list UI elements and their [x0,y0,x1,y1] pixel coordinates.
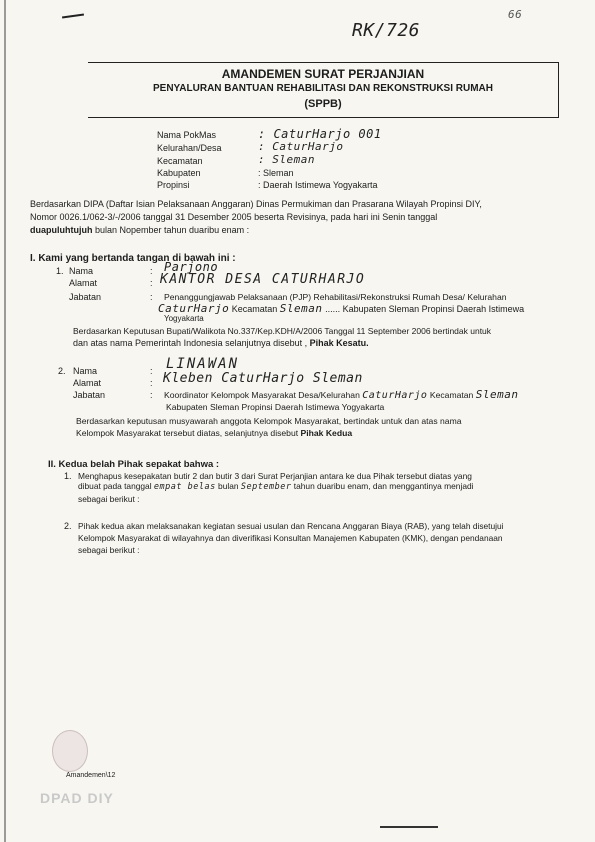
intro-line: Berdasarkan DIPA (Daftar Isian Pelaksanaan Anggaran) Dinas Permukiman dan Prasarana Wilayah Propinsi DIY, [30,199,482,209]
info-value: : Sleman [258,153,315,166]
position-text: ...... Kabupaten Sleman Propinsi Daerah Istimewa [325,304,525,314]
field-colon: : [150,366,153,376]
party-number: 2. [58,366,66,376]
handwritten-month: September [240,482,292,492]
handwritten-village: CaturHarjo [158,302,230,315]
footer-doc-label: Amandemen\12 [66,772,116,779]
party-2-address: Kleben CaturHarjo Sleman [163,371,363,386]
official-seal-stamp [52,730,88,772]
item-text: Kelompok Masyarakat di wilayahnya dan diverifikasi Konsultan Manajemen Kabupaten (KMK), dengan pendanaan [78,533,503,543]
info-value: : CaturHarjo 001 [258,127,382,141]
party-number: 1. [56,266,64,276]
info-label: Nama PokMas [157,130,217,140]
info-value: : Sleman [258,168,294,178]
item-number: 1. [64,471,72,481]
party-2-position-line-2: Kabupaten Sleman Propinsi Daerah Istimewa Yogyakarta [166,402,385,412]
page-number: 66 [508,8,523,21]
intro-date-word: duapuluhtujuh [30,225,93,235]
field-colon: : [150,390,153,400]
item-number: 2. [64,521,72,531]
intro-line [30,225,249,235]
pihak-kesatu: Pihak Kesatu. [309,338,369,348]
party-1-name: Parjono [164,260,219,274]
basis-text: Kelompok Masyarakat tersebut diatas, selanjutnya disebut [76,428,301,438]
scan-mark [380,826,438,828]
basis-text: dan atas nama Pemerintah Indonesia selanjutnya disebut , [73,338,310,348]
field-colon: : [150,278,153,288]
party-1-basis: Berdasarkan Keputusan Bupati/Walikota No.337/Kep.KDH/A/2006 Tanggal 11 September 2006 bertindak untuk [73,326,492,336]
party-1-position-line-3: Yogyakarta [164,314,204,323]
field-label: Jabatan [69,292,102,302]
handwritten-day: empat belas [153,482,216,492]
info-label: Kabupaten [157,168,201,178]
field-label: Jabatan [73,390,106,400]
item-text: sebagai berikut : [78,545,140,555]
document-header [88,62,559,118]
field-label: Alamat [73,378,102,388]
party-2-basis: Berdasarkan keputusan musyawarah anggota Kelompok Masyarakat, bertindak untuk dan atas nama [76,416,462,426]
handwritten-district: Sleman [279,302,323,315]
document-subtitle: PENYALURAN BANTUAN REHABILITASI DAN REKONSTRUKSI RUMAH [152,83,493,94]
info-label: Kelurahan/Desa [157,143,222,153]
party-1-basis [73,338,369,348]
party-1-address: KANTOR DESA CATURHARJO [160,272,366,287]
section-1-heading: I. Kami yang bertanda tangan di bawah ini : [30,253,236,264]
item-text-part: dibuat pada tanggal [78,481,152,491]
item-text-part: bulan [218,481,239,491]
document-abbreviation: (SPPB) [304,98,342,110]
reference-number: RK/726 [352,20,421,41]
document-title: AMANDEMEN SURAT PERJANJIAN [221,67,425,81]
position-text: Kecamatan [429,390,474,400]
position-text: Kecamatan [231,304,278,314]
pihak-kedua: Pihak Kedua [300,428,353,438]
intro-line: Nomor 0026.1/062-3/-/2006 tanggal 31 Desember 2005 beserta Revisinya, pada hari ini Senin tanggal [30,212,438,222]
item-text: Pihak kedua akan melaksanakan kegiatan sesuai usulan dan Rencana Anggaran Biaya (RAB), yang telah disetujui [78,521,504,531]
intro-line-rest: bulan Nopember tahun duaribu enam : [92,225,250,235]
archive-watermark: DPAD DIY [40,790,114,806]
field-label: Alamat [69,278,98,288]
party-1-position: Penanggungjawab Pelaksanaan (PJP) Rehabilitasi/Rekonstruksi Rumah Desa/ Kelurahan [164,292,507,302]
field-colon: : [150,266,153,276]
field-colon: : [150,378,153,388]
field-colon: : [150,292,153,302]
handwritten-district: Sleman [475,388,519,401]
section-2-heading: II. Kedua belah Pihak sepakat bahwa : [48,459,220,470]
party-2-position [164,388,518,401]
info-value: : Daerah Istimewa Yogyakarta [258,180,378,190]
pen-mark [62,13,84,18]
item-text: sebagai berikut : [78,494,140,504]
field-label: Nama [73,366,98,376]
item-text: Menghapus kesepakatan butir 2 dan butir 3 dari Surat Perjanjian antara ke dua Pihak tersebut diatas yang [78,471,472,481]
info-value: : CaturHarjo [258,140,344,153]
party-2-basis [76,428,352,438]
handwritten-village: CaturHarjo [362,390,428,401]
party-1-position-line-2 [158,302,524,315]
party-2-name: LINAWAN [166,356,240,372]
info-label: Propinsi [157,180,190,190]
item-text [78,481,474,492]
position-text: Koordinator Kelompok Masyarakat Desa/Kelurahan [164,390,360,400]
info-label: Kecamatan [157,156,203,166]
item-text-part: tahun duaribu enam, dan menggantinya menjadi [293,481,474,491]
page-edge [4,0,6,842]
field-label: Nama [69,266,94,276]
